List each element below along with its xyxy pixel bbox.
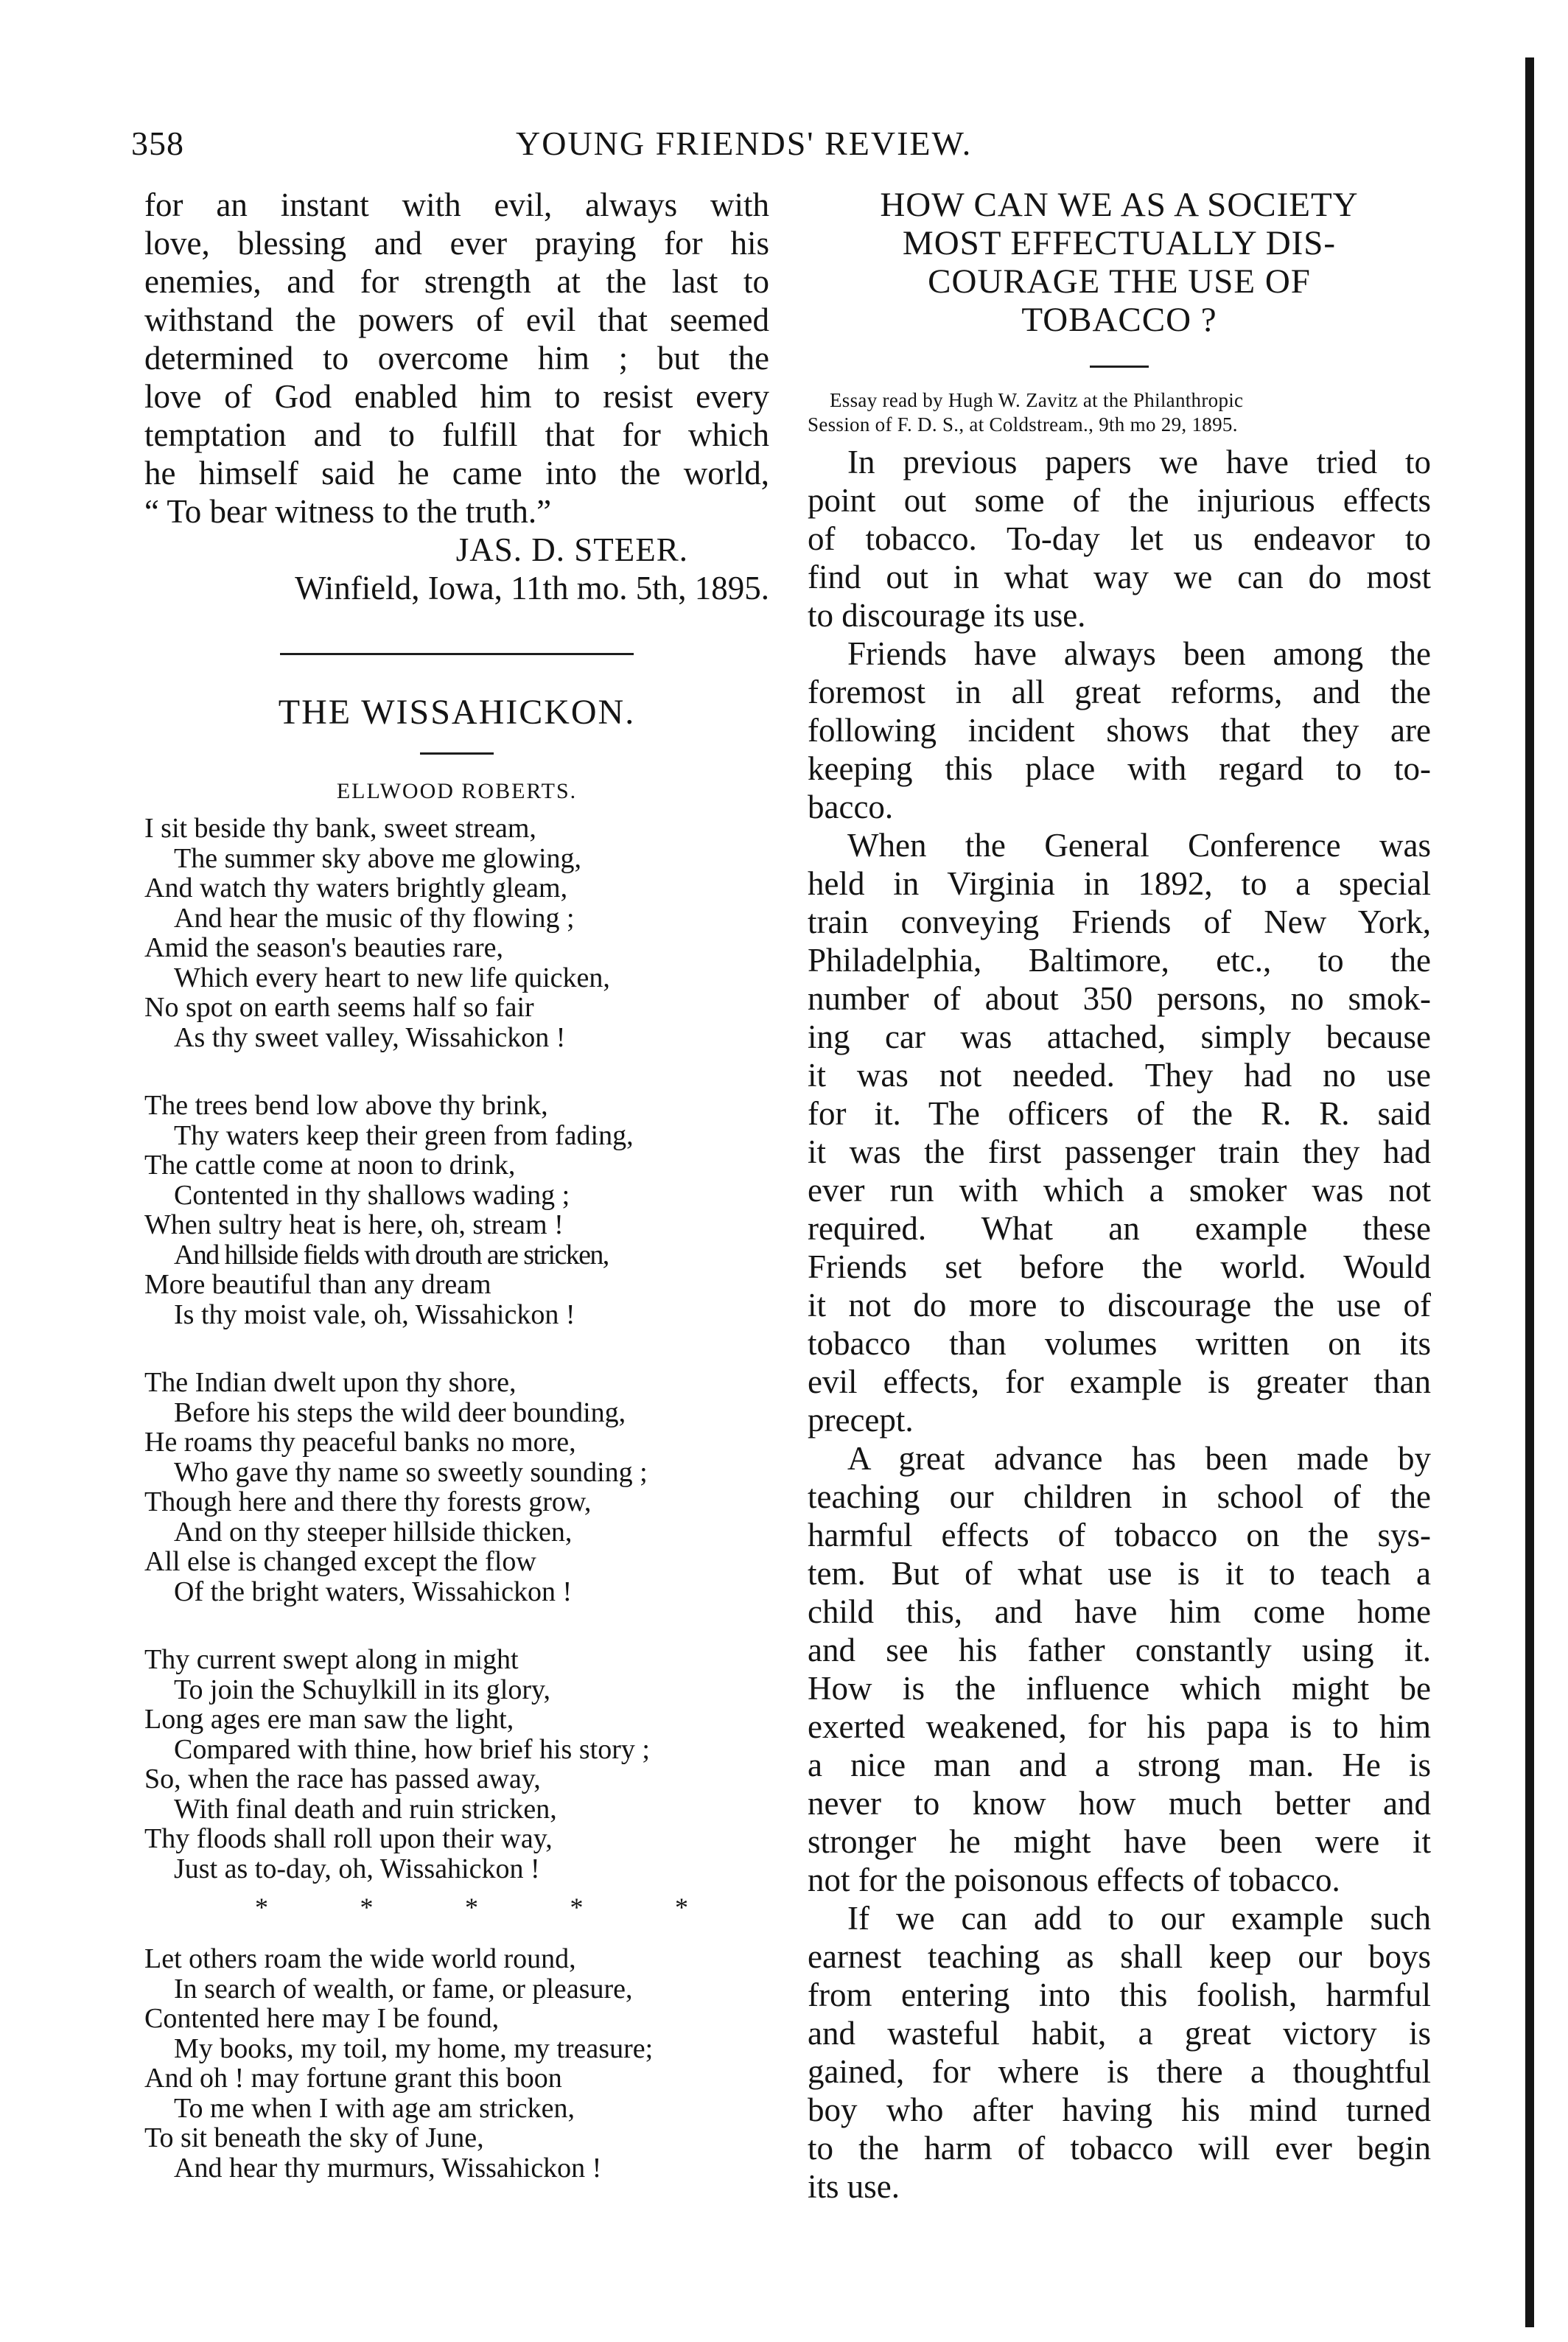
verse-line: All else is changed except the flow [144,1546,536,1577]
verse-line: Long ages ere man saw the light, [144,1704,514,1735]
text-line: tobacco than volumes written on its [808,1325,1431,1362]
asterism [144,1892,769,1922]
attribution-line: Session of F. D. S., at Coldstream., 9th mo 29, 1895. [808,413,1238,436]
essay-title-line: COURAGE THE USE OF [928,262,1311,301]
verse-line: Is thy moist vale, oh, Wissahickon ! [174,1298,575,1330]
text-line: temptation and to fulfill that for which [144,416,769,453]
text-line: precept. [808,1402,914,1439]
text-line: evil effects, for example is greater than [808,1363,1431,1400]
text-line: not for the poisonous effects of tobacco. [808,1862,1340,1898]
asterisk: * [465,1892,478,1922]
essay-attribution [808,388,1431,437]
essay-title-line: TOBACCO ? [1021,301,1217,339]
essay-paragraph [808,635,1431,826]
verse-line: Though here and there thy forests grow, [144,1486,592,1517]
text-line: number of about 350 persons, no smok- [808,980,1431,1017]
text-line: from entering into this foolish, harmful [808,1976,1431,2013]
text-line: Friends have always been among the [847,635,1431,672]
verse-line: When sultry heat is here, oh, stream ! [144,1209,564,1240]
text-line: it was the first passenger train they had [808,1133,1431,1170]
verse-line: Amid the season's beauties rare, [144,932,503,963]
verse-line: And hear the music of thy flowing ; [174,902,575,934]
essay-title [808,186,1431,339]
verse-line: Thy floods shall roll upon their way, [144,1823,553,1854]
text-line: foremost in all great reforms, and the [808,674,1431,710]
left-column [144,186,769,2221]
text-line: gained, for where is there a thoughtful [808,2053,1431,2090]
text-line: child this, and have him come home [808,1593,1431,1630]
text-line: boy who after having his mind turned [808,2091,1431,2128]
verse-line: And hillside fields with drouth are stricken, [174,1239,609,1270]
verse-line: No spot on earth seems half so fair [144,992,534,1023]
text-line: to discourage its use. [808,597,1086,634]
verse-line: Which every heart to new life quicken, [174,962,610,993]
text-line: never to know how much better and [808,1785,1431,1822]
text-line: ever run with which a smoker was not [808,1172,1431,1209]
text-line: How is the influence which might be [808,1670,1431,1707]
title-rule [1090,366,1149,368]
verse-line: Thy waters keep their green from fading, [174,1119,634,1151]
asterisk: * [675,1892,688,1922]
verse-line: I sit beside thy bank, sweet stream, [144,813,536,844]
verse-line: Just as to-day, oh, Wissahickon ! [174,1853,540,1884]
running-title: YOUNG FRIENDS' REVIEW. [516,125,973,162]
verse-line: As thy sweet valley, Wissahickon ! [174,1021,566,1053]
verse-line: He roams thy peaceful banks no more, [144,1427,576,1458]
text-line: earnest teaching as shall keep our boys [808,1938,1431,1975]
text-line: held in Virginia in 1892, to a special [808,865,1431,902]
text-line: its use. [808,2168,900,2205]
text-line: find out in what way we can do most [808,559,1431,595]
text-line: to the harm of tobacco will ever begin [808,2130,1431,2167]
dateline: Winfield, Iowa, 11th mo. 5th, 1895. [295,570,769,607]
margin-rule [1525,57,1534,2327]
text-line: withstand the powers of evil that seemed [144,301,769,338]
verse-line: Thy current swept along in might [144,1644,519,1675]
essay-paragraph [808,1899,1431,2206]
text-line: for it. The officers of the R. R. said [808,1095,1431,1132]
text-line: A great advance has been made by [847,1440,1431,1477]
essay-paragraph [808,443,1431,635]
text-line: it was not needed. They had no use [808,1057,1431,1094]
signature: JAS. D. STEER. [455,531,688,568]
attribution-line: Essay read by Hugh W. Zavitz at the Philanthropic [830,389,1244,411]
verse-line: Let others roam the wide world round, [144,1943,576,1974]
poem-title: THE WISSAHICKON. [278,693,636,732]
text-line: and wasteful habit, a great victory is [808,2015,1431,2052]
verse-line: More beautiful than any dream [144,1269,491,1300]
text-line: love, blessing and ever praying for his [144,225,769,262]
asterisk: * [255,1892,268,1922]
essay-title-line: MOST EFFECTUALLY DIS- [902,224,1337,262]
text-line: point out some of the injurious effects [808,482,1431,519]
essay-paragraph [808,826,1431,1439]
verse-line: And on thy steeper hillside thicken, [174,1516,573,1548]
verse-line: The trees bend low above thy brink, [144,1090,548,1121]
asterisk: * [570,1892,584,1922]
text-line: “ To bear witness to the truth.” [144,493,552,530]
verse-line: The summer sky above me glowing, [174,842,582,874]
text-line: train conveying Friends of New York, [808,903,1431,940]
verse-line: To sit beneath the sky of June, [144,2122,484,2153]
text-line: ing car was attached, simply because [808,1018,1431,1055]
verse-line: In search of wealth, or fame, or pleasure, [174,1973,633,2004]
text-line: enemies, and for strength at the last to [144,263,769,300]
verse-line: So, when the race has passed away, [144,1764,541,1794]
poem-stanza [144,1645,769,1884]
text-line: keeping this place with regard to to- [808,750,1431,787]
text-line: tem. But of what use is it to teach a [808,1555,1431,1592]
section-divider [280,653,634,655]
text-line: bacco. [808,789,894,825]
verse-line: Contented in thy shallows wading ; [174,1179,570,1211]
verse-line: The cattle come at noon to drink, [144,1150,516,1181]
text-line: exerted weakened, for his papa is to him [808,1708,1431,1745]
text-line: of tobacco. To-day let us endeavor to [808,520,1431,557]
text-line: determined to overcome him ; but the [144,340,769,377]
poem-stanza [144,814,769,1052]
text-line: In previous papers we have tried to [847,444,1431,480]
text-line: for an instant with evil, always with [144,186,769,223]
text-line: Friends set before the world. Would [808,1248,1431,1285]
text-line: Philadelphia, Baltimore, etc., to the [808,942,1431,979]
continuation-text [144,186,769,531]
verse-line: Of the bright waters, Wissahickon ! [174,1576,573,1607]
poem-author: ELLWOOD ROBERTS. [336,779,578,803]
verse-line: To me when I with age am stricken, [174,2092,575,2124]
verse-line: To join the Schuylkill in its glory, [174,1674,551,1705]
text-line: teaching our children in school of the [808,1478,1431,1515]
text-line: following incident shows that they are [808,712,1431,749]
text-line: love of God enabled him to resist every [144,378,769,415]
poem-stanza [144,1091,769,1329]
text-line: If we can add to our example such [847,1900,1431,1937]
verse-line: And oh ! may fortune grant this boon [144,2063,562,2094]
verse-line: And watch thy waters brightly gleam, [144,873,568,903]
text-line: When the General Conference was [847,827,1431,864]
text-line: required. What an example these [808,1210,1431,1247]
essay-paragraph [808,1439,1431,1899]
verse-line: With final death and ruin stricken, [174,1793,557,1825]
verse-line: Contented here may I be found, [144,2003,500,2034]
verse-line: And hear thy murmurs, Wissahickon ! [174,2152,602,2184]
verse-line: Compared with thine, how brief his story ; [174,1733,650,1765]
title-rule [420,752,494,755]
text-line: harmful effects of tobacco on the sys- [808,1517,1431,1553]
right-column [808,186,1431,2206]
verse-line: Who gave thy name so sweetly sounding ; [174,1456,648,1488]
essay-title-line: HOW CAN WE AS A SOCIETY [880,186,1359,224]
verse-line: My books, my toil, my home, my treasure; [174,2032,654,2064]
text-line: a nice man and a strong man. He is [808,1747,1431,1783]
asterisk: * [360,1892,374,1922]
text-line: he himself said he came into the world, [144,455,769,492]
text-line: and see his father constantly using it. [808,1632,1431,1668]
poem-stanza [144,1944,769,2183]
text-line: stronger he might have been were it [808,1823,1431,1860]
poem-stanza [144,1368,769,1607]
page-number: 358 [131,125,184,162]
verse-line: The Indian dwelt upon thy shore, [144,1367,517,1398]
verse-line: Before his steps the wild deer bounding, [174,1397,626,1428]
text-line: it not do more to discourage the use of [808,1287,1431,1324]
